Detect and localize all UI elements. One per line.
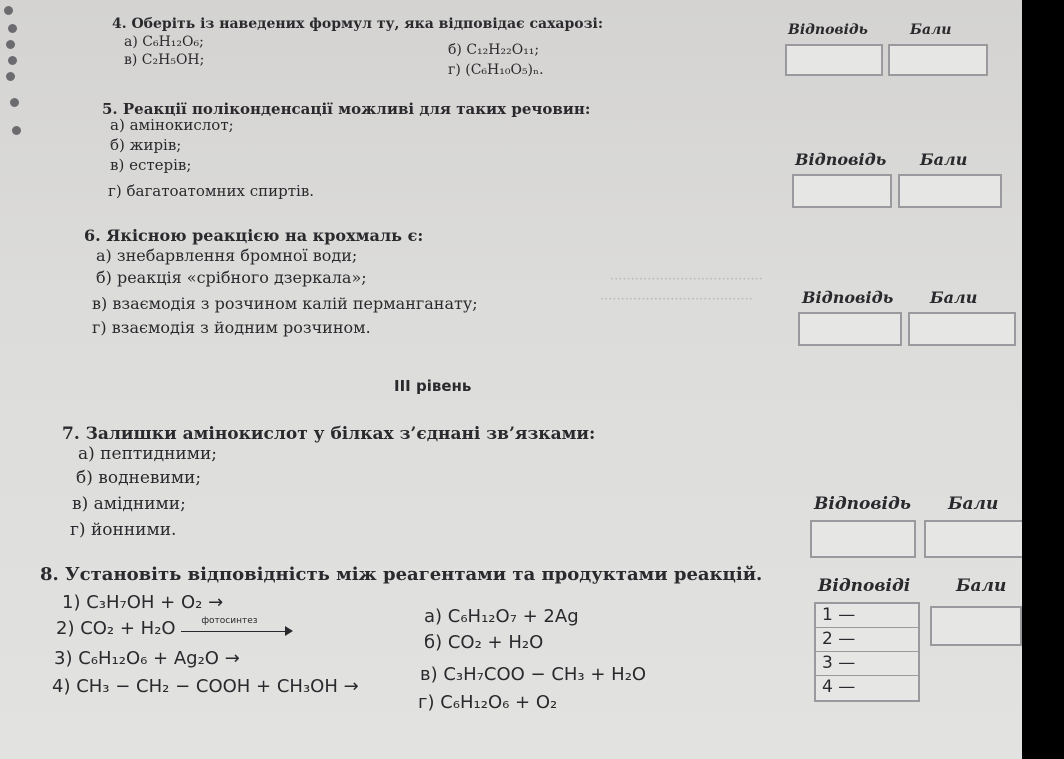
- answer-row-1[interactable]: 1 —: [816, 604, 918, 628]
- question-5-option-a: а) амінокислот;: [110, 116, 234, 134]
- arrow-shaft: [181, 631, 287, 632]
- binder-hole: [8, 56, 17, 65]
- question-8-product-b: б) CO₂ + H₂O: [424, 632, 544, 653]
- answers-label-q8: Відповіді: [818, 576, 911, 596]
- answer-box-q4[interactable]: [785, 44, 883, 76]
- question-8-reagent-4: 4) CH₃ − CH₂ − COOH + CH₃OH →: [52, 676, 359, 697]
- question-7-option-d: г) йонними.: [70, 520, 177, 540]
- answer-table-q8: [814, 602, 920, 702]
- question-8-reagent-2: [56, 618, 293, 639]
- level-heading: III рівень: [394, 377, 472, 395]
- binder-hole: [4, 6, 13, 15]
- score-box-q6[interactable]: [908, 312, 1016, 346]
- question-7-option-a: а) пептидними;: [78, 444, 218, 464]
- question-4-option-c: в) C₂H₅OH;: [124, 52, 205, 68]
- binder-hole: [12, 126, 21, 135]
- bleed-through-text: ·····································: [610, 272, 763, 287]
- score-label-q5: Бали: [920, 150, 968, 169]
- binder-hole: [10, 98, 19, 107]
- binder-hole: [8, 24, 17, 33]
- question-4-title: 4. Оберіть із наведених формул ту, яка відповідає сахарозі:: [112, 16, 604, 32]
- question-7-title: 7. Залишки амінокислот у білках з’єднані зв’язками:: [62, 424, 596, 444]
- score-label-q8: Бали: [956, 576, 1007, 596]
- answer-label-q7: Відповідь: [814, 494, 912, 514]
- question-6-option-b: б) реакція «срібного дзеркала»;: [96, 268, 367, 287]
- score-box-q4[interactable]: [888, 44, 988, 76]
- score-box-q8[interactable]: [930, 606, 1022, 646]
- binder-hole: [6, 40, 15, 49]
- answer-row-2[interactable]: 2 —: [816, 628, 918, 652]
- arrow-head-icon: [285, 626, 293, 636]
- answer-box-q7[interactable]: [810, 520, 916, 558]
- answer-box-q5[interactable]: [792, 174, 892, 208]
- question-5-option-b: б) жирів;: [110, 136, 182, 154]
- question-5-option-c: в) естерів;: [110, 156, 192, 174]
- score-label-q6: Бали: [930, 288, 978, 307]
- photosynthesis-arrow: [181, 616, 293, 636]
- question-8-reagent-3: 3) C₆H₁₂O₆ + Ag₂O →: [54, 648, 240, 669]
- question-8-reagent-2-text: 2) CO₂ + H₂O: [56, 618, 176, 639]
- question-7-option-b: б) водневими;: [76, 468, 202, 488]
- question-4-option-a: а) C₆H₁₂O₆;: [124, 34, 204, 50]
- answer-row-4[interactable]: 4 —: [822, 677, 856, 697]
- answer-row-3[interactable]: 3 —: [816, 652, 918, 676]
- question-6-option-d: г) взаємодія з йодним розчином.: [92, 318, 371, 337]
- question-6-option-c: в) взаємодія з розчином калій перманганату;: [92, 294, 478, 313]
- answer-label-q5: Відповідь: [795, 150, 887, 169]
- score-box-q5[interactable]: [898, 174, 1002, 208]
- question-6-title: 6. Якісною реакцією на крохмаль є:: [84, 226, 424, 245]
- answer-label-q6: Відповідь: [802, 288, 894, 307]
- binder-hole: [6, 72, 15, 81]
- question-8-product-a: а) C₆H₁₂O₇ + 2Ag: [424, 606, 579, 627]
- question-4-option-d: г) (C₆H₁₀O₅)ₙ.: [448, 62, 544, 78]
- question-8-product-c: в) C₃H₇COO − CH₃ + H₂O: [420, 664, 647, 685]
- question-8-title: 8. Установіть відповідність між реагентами та продуктами реакцій.: [40, 564, 763, 585]
- score-label-q7: Бали: [948, 494, 999, 514]
- question-4-option-b: б) C₁₂H₂₂O₁₁;: [448, 42, 540, 58]
- score-box-q7[interactable]: [924, 520, 1022, 558]
- question-8-product-d: г) C₆H₁₂O₆ + O₂: [418, 692, 558, 713]
- question-8-reagent-1: 1) C₃H₇OH + O₂ →: [62, 592, 224, 613]
- question-7-option-c: в) амідними;: [72, 494, 186, 514]
- question-5-title: 5. Реакції поліконденсації можливі для таких речовин:: [102, 100, 591, 118]
- answer-label-q4: Відповідь: [788, 22, 868, 38]
- answer-box-q6[interactable]: [798, 312, 902, 346]
- bleed-through-text: ·····································: [600, 292, 753, 307]
- score-label-q4: Бали: [910, 22, 952, 38]
- question-6-option-a: а) знебарвлення бромної води;: [96, 246, 358, 265]
- photosynthesis-arrow-caption: фотосинтез: [201, 616, 258, 626]
- question-5-option-d: г) багатоатомних спиртів.: [108, 182, 315, 200]
